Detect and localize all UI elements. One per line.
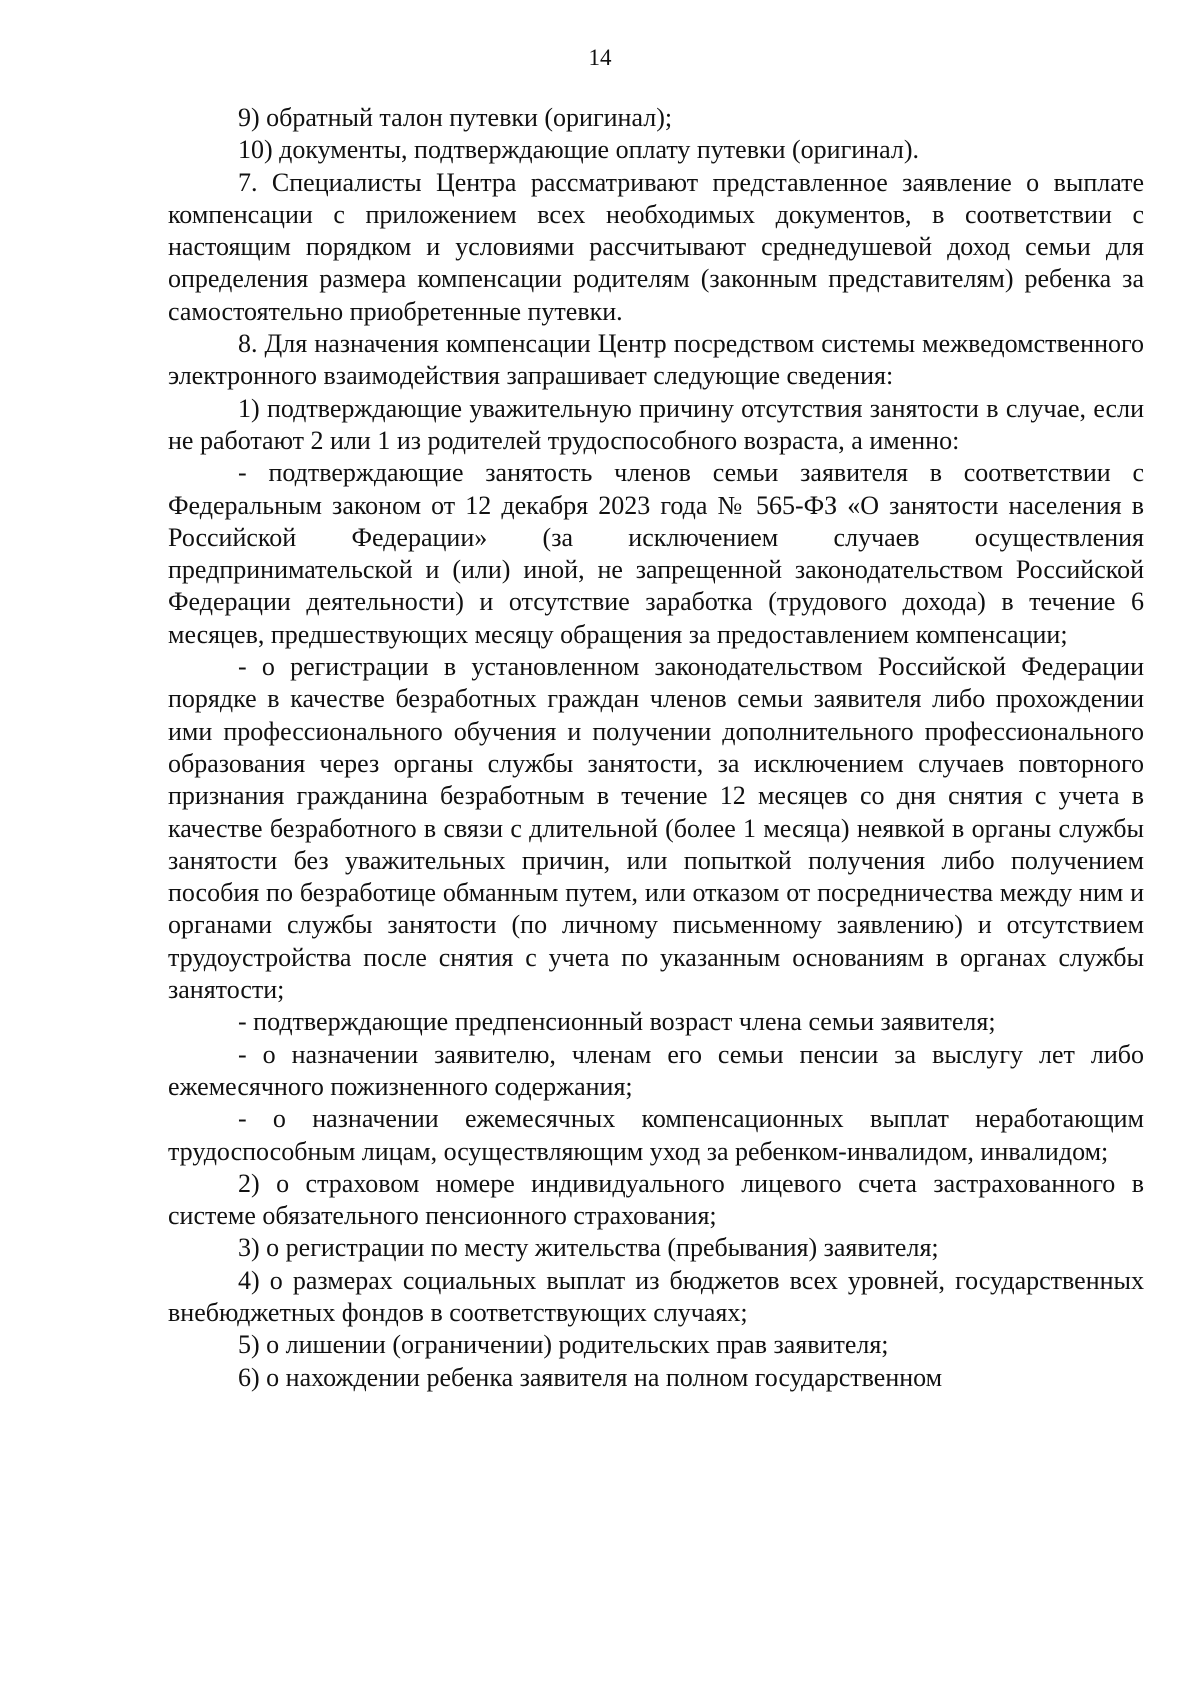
paragraph-list-item-10: 10) документы, подтверждающие оплату путевки (оригинал). [238,135,919,165]
paragraph-clause-7: 7. Специалисты Центра рассматривают представленное заявление о выплате компенсации с приложением всех необходимых документов, в соответствии с настоящим порядком и условиями рассчитывают среднедушевой доход семьи для определения размера компенсации родителям (законным представителям) ребенка за самостоятельно приобретенные путевки. [168,167,1144,326]
paragraph-subitem-4: 4) о размерах социальных выплат из бюджетов всех уровней, государственных внебюджетных фондов в соответствующих случаях; [168,1265,1144,1327]
paragraph-subitem-3: 3) о регистрации по месту жительства (пребывания) заявителя; [238,1233,939,1263]
paragraph-dash-compensation-payments: - о назначении ежемесячных компенсационных выплат неработающим трудоспособным лицам, осуществляющим уход за ребенком-инвалидом, инвалидом; [168,1104,1144,1166]
paragraph-clause-8: 8. Для назначения компенсации Центр посредством системы межведомственного электронного взаимодействия запрашивает следующие сведения: [168,329,1144,391]
paragraph-subitem-5: 5) о лишении (ограничении) родительских прав заявителя; [238,1330,889,1360]
page-number: 14 [588,45,612,70]
paragraph-subitem-1: 1) подтверждающие уважительную причину отсутствия занятости в случае, если не работают 2 или 1 из родителей трудоспособного возраста, а именно: [168,393,1144,455]
paragraph-dash-employment: - подтверждающие занятость членов семьи заявителя в соответствии с Федеральным законом от 12 декабря 2023 года № 565-ФЗ «О занятости населения в Российской Федерации» (за исключением случаев осуществления предпринимательской и (или) иной, не запрещенной законодательством Российской Федерации деятельности) и отсутствие заработка (трудового дохода) в течение 6 месяцев, предшествующих месяцу обращения за предоставлением компенсации; [168,458,1144,649]
paragraph-subitem-6: 6) о нахождении ребенка заявителя на полном государственном [238,1362,943,1392]
paragraph-list-item-9: 9) обратный талон путевки (оригинал); [238,103,673,132]
paragraph-dash-pension: - о назначении заявителю, членам его семьи пенсии за выслугу лет либо ежемесячного пожизненного содержания; [168,1039,1144,1101]
paragraph-dash-unemployed-registration: - о регистрации в установленном законодательством Российской Федерации порядке в качестве безработных граждан членов семьи заявителя либо прохождении ими профессионального обучения и получении дополнительного профессионального образования через органы службы занятости, за исключением случаев повторного признания гражданина безработным в течение 12 месяцев со дня снятия с учета в качестве безработного в связи с длительной (более 1 месяца) неявкой в органы службы занятости без уважительных причин, или попыткой получения либо получением пособия по безработице обманным путем, или отказом от посредничества между ним и органами службы занятости (по личному письменному заявлению) и отсутствием трудоустройства после снятия с учета по указанным основаниям в органах службы занятости; [168,652,1144,1005]
document-body [168,102,1144,1394]
paragraph-dash-pre-pension: - подтверждающие предпенсионный возраст члена семьи заявителя; [238,1007,996,1037]
paragraph-subitem-2: 2) о страховом номере индивидуального лицевого счета застрахованного в системе обязательного пенсионного страхования; [168,1168,1144,1231]
